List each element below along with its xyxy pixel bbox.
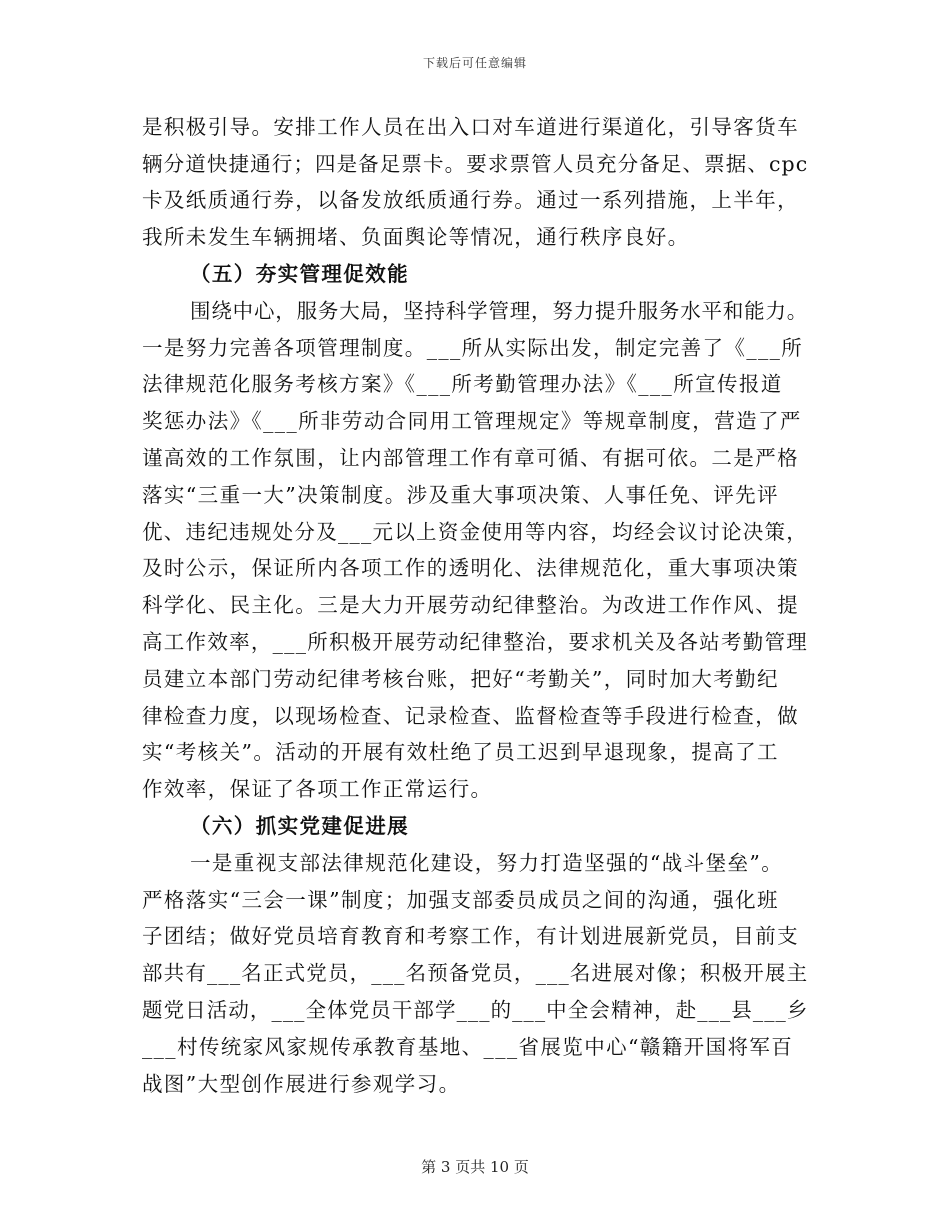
paragraph-line: 奖惩办法》《___所非劳动合同用工管理规定》等规章制度，营造了严 (142, 409, 802, 433)
paragraph-line: 一是重视支部法律规范化建设，努力打造坚强的“战斗堡垒”。 (190, 851, 784, 875)
paragraph-line: 律检查力度，以现场检查、记录检查、监督检查等手段进行检查，做 (142, 704, 799, 728)
paragraph-line: 是积极引导。安排工作人员在出入口对车道进行渠道化，引导客货车 (142, 115, 799, 139)
paragraph-line: 严格落实“三会一课”制度；加强支部委员成员之间的沟通，强化班 (142, 888, 779, 912)
paragraph-line: 战图”大型创作展进行参观学习。 (142, 1072, 461, 1096)
paragraph-line: 题党日活动，___全体党员干部学___的___中全会精神，赴___县___乡 (142, 998, 809, 1022)
paragraph-line: 员建立本部门劳动纪律考核台账，把好“考勤关”，同时加大考勤纪 (142, 667, 779, 691)
page-header: 下载后可任意编辑 (422, 56, 527, 70)
paragraph-line: 法律规范化服务考核方案》《___所考勤管理办法》《___所宣传报道 (142, 372, 783, 396)
paragraph-line: 辆分道快捷通行；四是备足票卡。要求票管人员充分备足、票据、cpc (142, 152, 809, 176)
paragraph-line: 优、违纪违规处分及___元以上资金使用等内容，均经会议讨论决策， (142, 520, 809, 544)
paragraph-line: 子团结；做好党员培育教育和考察工作，有计划进展新党员，目前支 (142, 924, 799, 948)
paragraph-line: 围绕中心，服务大局，坚持科学管理，努力提升服务水平和能力。 (190, 299, 809, 323)
paragraph-line: 落实“三重一大”决策制度。涉及重大事项决策、人事任免、评先评 (142, 483, 779, 507)
paragraph-line: 科学化、民主化。三是大力开展劳动纪律整治。为改进工作作风、提 (142, 593, 799, 617)
section-heading: （六）抓实党建促进展 (190, 814, 409, 838)
paragraph-line: 部共有___名正式党员，___名预备党员，___名进展对像；积极开展主 (142, 961, 809, 985)
paragraph-line: 谨高效的工作氛围，让内部管理工作有章可循、有据可依。二是严格 (142, 446, 799, 470)
paragraph-line: 高工作效率，___所积极开展劳动纪律整治，要求机关及各站考勤管理 (142, 630, 809, 654)
section-heading: （五）夯实管理促效能 (190, 262, 409, 286)
paragraph-line: 作效率，保证了各项工作正常运行。 (142, 777, 493, 801)
paragraph-line: ___村传统家风家规传承教育基地、___省展览中心“赣籍开国将军百 (142, 1035, 794, 1059)
paragraph-line: 及时公示，保证所内各项工作的透明化、法律规范化，重大事项决策 (142, 556, 799, 580)
paragraph-line: 我所未发生车辆拥堵、负面舆论等情况，通行秩序良好。 (142, 225, 690, 249)
page-number: 第 3 页共 10 页 (421, 1158, 529, 1176)
paragraph-line: 卡及纸质通行券，以备发放纸质通行券。通过一系列措施，上半年， (142, 188, 799, 212)
paragraph-line: 实“考核关”。活动的开展有效杜绝了员工迟到早退现象，提高了工 (142, 740, 779, 764)
paragraph-line: 一是努力完善各项管理制度。___所从实际出发，制定完善了《___所 (142, 336, 804, 360)
